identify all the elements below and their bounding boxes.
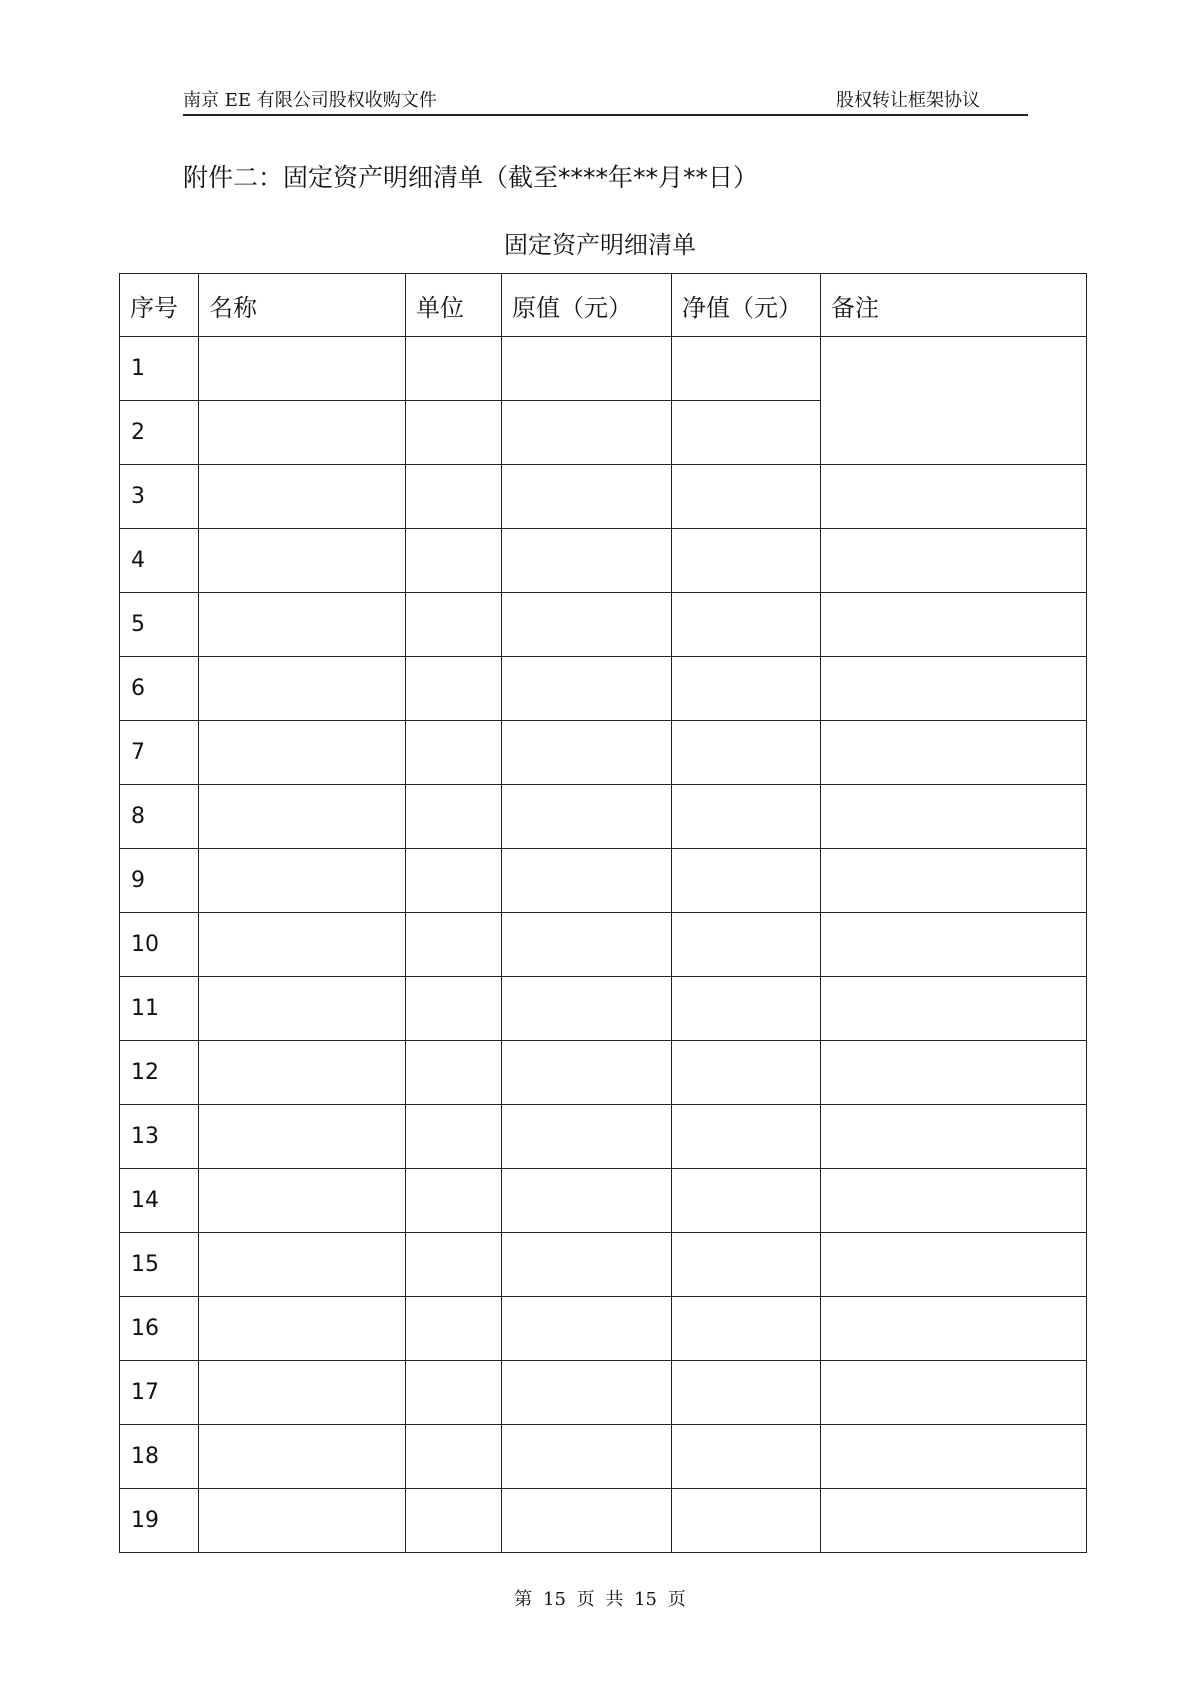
remarks-cell[interactable] — [821, 1105, 1087, 1169]
asset-name-cell[interactable] — [199, 785, 406, 849]
table-row — [120, 1489, 1087, 1553]
asset-name-cell[interactable] — [199, 721, 406, 785]
original-value-cell[interactable] — [502, 529, 672, 593]
original-value-cell[interactable] — [502, 1105, 672, 1169]
net-value-cell[interactable] — [672, 529, 821, 593]
net-value-cell[interactable] — [672, 977, 821, 1041]
table-row — [120, 1297, 1087, 1361]
column-header-net-value: 净值（元） — [672, 274, 821, 337]
asset-name-cell[interactable] — [199, 337, 406, 401]
unit-cell[interactable] — [406, 977, 502, 1041]
unit-cell[interactable] — [406, 721, 502, 785]
unit-cell[interactable] — [406, 785, 502, 849]
row-number-cell: 6 — [120, 657, 199, 721]
column-header-name: 名称 — [199, 274, 406, 337]
row-number-cell: 11 — [120, 977, 199, 1041]
remarks-cell[interactable] — [821, 913, 1087, 977]
table-row — [120, 1233, 1087, 1297]
net-value-cell[interactable] — [672, 1233, 821, 1297]
row-number-cell: 12 — [120, 1041, 199, 1105]
remarks-cell[interactable] — [821, 1425, 1087, 1489]
asset-name-cell[interactable] — [199, 1297, 406, 1361]
unit-cell[interactable] — [406, 1361, 502, 1425]
unit-cell[interactable] — [406, 465, 502, 529]
row-number-cell: 2 — [120, 401, 199, 465]
original-value-cell[interactable] — [502, 849, 672, 913]
original-value-cell[interactable] — [502, 657, 672, 721]
table-row — [120, 1169, 1087, 1233]
table-row — [120, 1041, 1087, 1105]
attachment-title: 附件二：固定资产明细清单（截至****年**月**日） — [183, 163, 759, 192]
row-number-cell: 14 — [120, 1169, 199, 1233]
remarks-cell[interactable] — [821, 1297, 1087, 1361]
table-row — [120, 1361, 1087, 1425]
row-number-cell: 1 — [120, 337, 199, 401]
original-value-cell[interactable] — [502, 465, 672, 529]
table-row — [120, 977, 1087, 1041]
unit-cell[interactable] — [406, 1489, 502, 1553]
unit-cell[interactable] — [406, 593, 502, 657]
row-number-cell: 3 — [120, 465, 199, 529]
remarks-cell[interactable] — [821, 657, 1087, 721]
asset-name-cell[interactable] — [199, 593, 406, 657]
net-value-cell[interactable] — [672, 721, 821, 785]
table-row — [120, 913, 1087, 977]
remarks-cell[interactable] — [821, 849, 1087, 913]
remarks-cell[interactable] — [821, 977, 1087, 1041]
original-value-cell[interactable] — [502, 1489, 672, 1553]
asset-name-cell[interactable] — [199, 913, 406, 977]
column-header-unit: 单位 — [406, 274, 502, 337]
table-row — [120, 593, 1087, 657]
original-value-cell[interactable] — [502, 593, 672, 657]
unit-cell[interactable] — [406, 1105, 502, 1169]
asset-name-cell[interactable] — [199, 1169, 406, 1233]
page-footer: 第 15 页 共 15 页 — [514, 1589, 686, 1610]
original-value-cell[interactable] — [502, 1233, 672, 1297]
unit-cell[interactable] — [406, 1297, 502, 1361]
remarks-cell[interactable] — [821, 529, 1087, 593]
table-row — [120, 1105, 1087, 1169]
row-number-cell: 19 — [120, 1489, 199, 1553]
fixed-asset-table — [119, 273, 1087, 1553]
row-number-cell: 10 — [120, 913, 199, 977]
remarks-cell[interactable] — [821, 1361, 1087, 1425]
row-number-cell: 16 — [120, 1297, 199, 1361]
original-value-cell[interactable] — [502, 337, 672, 401]
row-number-cell: 5 — [120, 593, 199, 657]
asset-name-cell[interactable] — [199, 849, 406, 913]
page-header — [183, 82, 1028, 116]
table-row — [120, 465, 1087, 529]
remarks-cell[interactable] — [821, 465, 1087, 529]
table-row — [120, 337, 1087, 401]
row-number-cell: 4 — [120, 529, 199, 593]
original-value-cell[interactable] — [502, 1041, 672, 1105]
unit-cell[interactable] — [406, 849, 502, 913]
net-value-cell[interactable] — [672, 1489, 821, 1553]
table-row — [120, 721, 1087, 785]
asset-name-cell[interactable] — [199, 529, 406, 593]
row-number-cell: 9 — [120, 849, 199, 913]
original-value-cell[interactable] — [502, 913, 672, 977]
asset-name-cell[interactable] — [199, 1425, 406, 1489]
remarks-cell[interactable] — [821, 721, 1087, 785]
net-value-cell[interactable] — [672, 1361, 821, 1425]
net-value-cell[interactable] — [672, 337, 821, 401]
net-value-cell[interactable] — [672, 913, 821, 977]
original-value-cell[interactable] — [502, 977, 672, 1041]
unit-cell[interactable] — [406, 1041, 502, 1105]
asset-name-cell[interactable] — [199, 1105, 406, 1169]
unit-cell[interactable] — [406, 337, 502, 401]
row-number-cell: 17 — [120, 1361, 199, 1425]
row-number-cell: 15 — [120, 1233, 199, 1297]
unit-cell[interactable] — [406, 529, 502, 593]
original-value-cell[interactable] — [502, 1297, 672, 1361]
unit-cell[interactable] — [406, 1425, 502, 1489]
unit-cell[interactable] — [406, 1169, 502, 1233]
row-number-cell: 8 — [120, 785, 199, 849]
table-row — [120, 849, 1087, 913]
net-value-cell[interactable] — [672, 849, 821, 913]
remarks-cell[interactable] — [821, 785, 1087, 849]
unit-cell[interactable] — [406, 657, 502, 721]
row-number-cell: 7 — [120, 721, 199, 785]
asset-name-cell[interactable] — [199, 1489, 406, 1553]
original-value-cell[interactable] — [502, 401, 672, 465]
column-header-remarks: 备注 — [821, 274, 1087, 337]
asset-name-cell[interactable] — [199, 401, 406, 465]
original-value-cell[interactable] — [502, 721, 672, 785]
net-value-cell[interactable] — [672, 657, 821, 721]
unit-cell[interactable] — [406, 913, 502, 977]
remarks-cell[interactable] — [821, 1489, 1087, 1553]
remarks-cell[interactable] — [821, 593, 1087, 657]
asset-name-cell[interactable] — [199, 657, 406, 721]
column-header-seq: 序号 — [120, 274, 199, 337]
asset-name-cell[interactable] — [199, 1233, 406, 1297]
table-row — [120, 785, 1087, 849]
net-value-cell[interactable] — [672, 785, 821, 849]
asset-name-cell[interactable] — [199, 977, 406, 1041]
net-value-cell[interactable] — [672, 593, 821, 657]
row-number-cell: 18 — [120, 1425, 199, 1489]
net-value-cell[interactable] — [672, 465, 821, 529]
original-value-cell[interactable] — [502, 1425, 672, 1489]
net-value-cell[interactable] — [672, 1169, 821, 1233]
unit-cell[interactable] — [406, 1233, 502, 1297]
table-row — [120, 657, 1087, 721]
original-value-cell[interactable] — [502, 1169, 672, 1233]
header-agreement-name: 股权转让框架协议 — [836, 90, 980, 111]
unit-cell[interactable] — [406, 401, 502, 465]
net-value-cell[interactable] — [672, 1425, 821, 1489]
table-row — [120, 529, 1087, 593]
table-header-row — [120, 274, 1087, 337]
net-value-cell[interactable] — [672, 1041, 821, 1105]
remarks-cell[interactable] — [821, 1233, 1087, 1297]
table-row — [120, 1425, 1087, 1489]
original-value-cell[interactable] — [502, 785, 672, 849]
net-value-cell[interactable] — [672, 1297, 821, 1361]
remarks-cell[interactable] — [821, 1041, 1087, 1105]
net-value-cell[interactable] — [672, 1105, 821, 1169]
remarks-cell[interactable] — [821, 1169, 1087, 1233]
net-value-cell[interactable] — [672, 401, 821, 465]
table-title: 固定资产明细清单 — [504, 231, 696, 259]
row-number-cell: 13 — [120, 1105, 199, 1169]
asset-name-cell[interactable] — [199, 1361, 406, 1425]
original-value-cell[interactable] — [502, 1361, 672, 1425]
remarks-cell[interactable] — [821, 337, 1087, 465]
header-document-name: 南京 EE 有限公司股权收购文件 — [183, 90, 437, 111]
asset-name-cell[interactable] — [199, 1041, 406, 1105]
asset-name-cell[interactable] — [199, 465, 406, 529]
column-header-original-value: 原值（元） — [502, 274, 672, 337]
